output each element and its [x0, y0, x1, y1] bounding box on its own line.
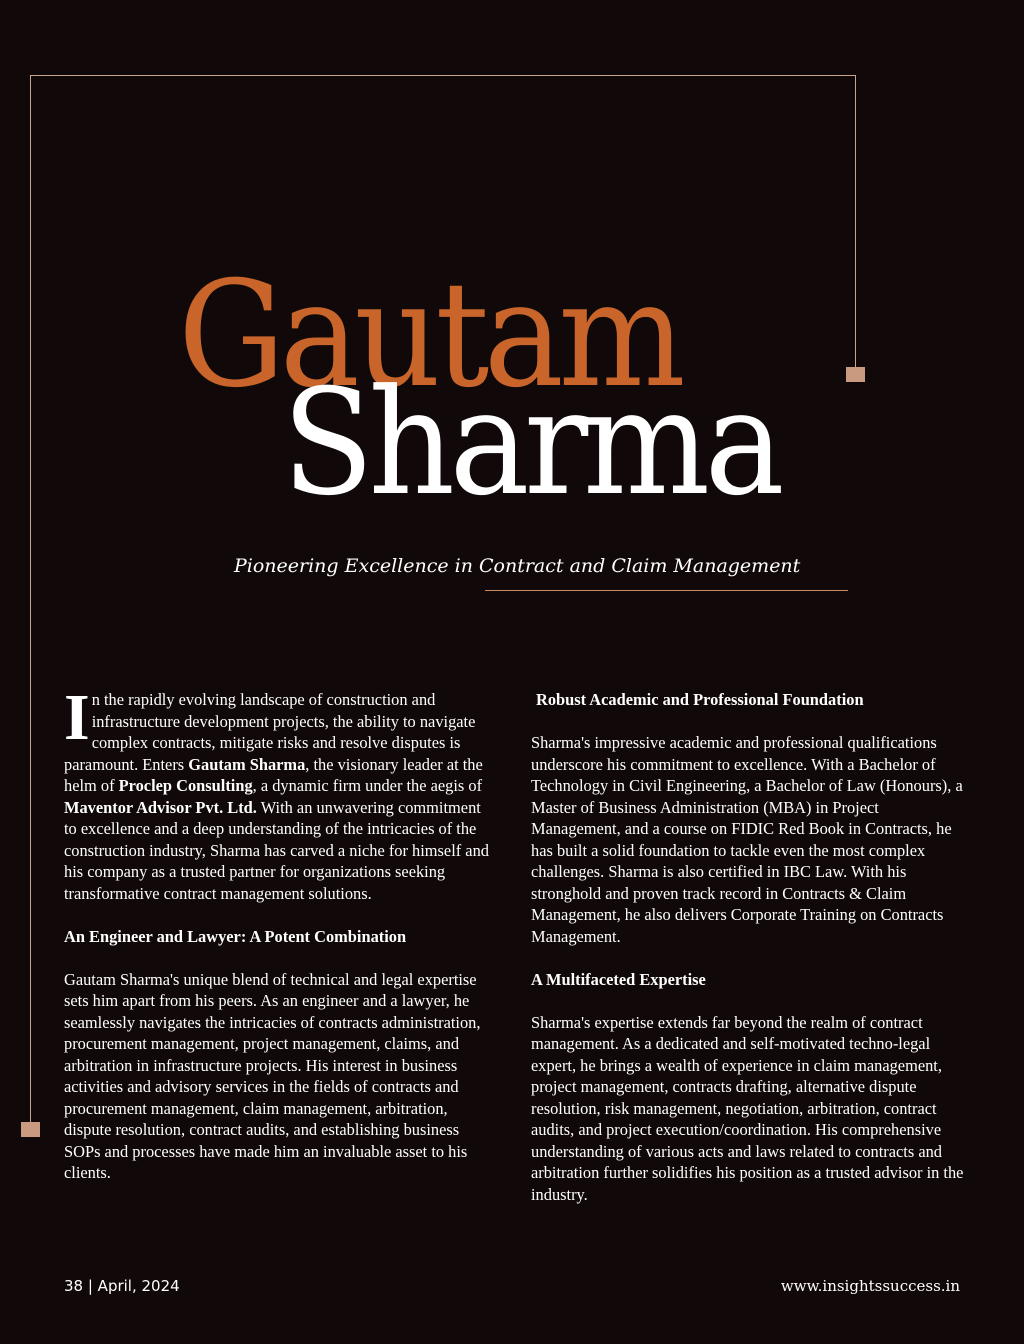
footer-page-info: 38 | April, 2024 — [64, 1277, 180, 1295]
frame-right-line — [855, 75, 856, 367]
intro-bold-name: Gautam Sharma — [188, 754, 306, 774]
frame-corner-square-right — [846, 367, 865, 382]
section-body-engineer-lawyer: Gautam Sharma's unique blend of technical and legal expertise sets him apart from his peers. As an engineer and a lawyer, he seamlessly navigates the intricacies of contracts administration, procurement management, project management, claims, and arbitration in infrastructure projects. His interest in business activities and advisory services in the fields of contracts and procurement management, claim management, arbitration, dispute resolution, contract audits, and establishing business SOPs and processes have made him an invaluable asset to his clients. — [64, 969, 481, 1182]
intro-paragraph — [64, 681, 492, 904]
frame-left-line — [30, 75, 31, 1129]
frame-corner-square-left — [21, 1122, 40, 1137]
left-column — [64, 681, 492, 1205]
section-heading-expertise: A Multifaceted Expertise — [531, 969, 706, 989]
intro-text-4: With an unwavering commitment to excellence and a deep understanding of the intricacies of the construction industry, Sharma has carved a niche for himself and his company as a trusted partner for organizations seeking transformative contract management solutions. — [64, 797, 489, 903]
intro-text-3: , a dynamic firm under the aegis of — [252, 776, 483, 795]
frame-top-line — [30, 75, 856, 76]
title-first-name: Gautam — [178, 250, 681, 420]
intro-bold-parent: Maventor Advisor Pvt. Ltd. — [64, 797, 257, 817]
subtitle-underline — [485, 590, 848, 591]
section-body-academic: Sharma's impressive academic and professional qualifications underscore his commitment to excellence. With a Bachelor of Technology in Civil Engineering, a Bachelor of Law (Honours), a Master of Business Administration (MBA) in Project Management, and a course on FIDIC Red Book in Contracts, he has built a solid foundation to tackle even the most complex challenges. Sharma is also certified in IBC Law. With his stronghold and proven track record in Contracts & Claim Management, he also delivers Corporate Training on Contracts Management. — [531, 733, 963, 946]
intro-text-2: , the visionary leader at the helm of — [64, 754, 483, 795]
drop-cap: I — [64, 681, 90, 754]
section-body-expertise: Sharma's expertise extends far beyond the realm of contract management. As a dedicated and self-motivated techno-legal expert, he brings a wealth of experience in claim management, project management, contracts drafting, alternative dispute resolution, risk management, negotiation, arbitration, contract audits, and project execution/coordination. His comprehensive understanding of various acts and laws related to contracts and arbitration further solidifies his position as a trusted advisor in the industry. — [531, 1012, 964, 1204]
title-last-name: Sharma — [282, 358, 780, 528]
intro-bold-company: Proclep Consulting — [118, 776, 253, 795]
right-column — [531, 689, 965, 1227]
footer-website-link[interactable]: www.insightssuccess.in — [780, 1277, 960, 1295]
section-heading-academic: Robust Academic and Professional Foundation — [536, 690, 864, 709]
article-subtitle: Pioneering Excellence in Contract and Claim Management — [234, 555, 801, 577]
section-heading-engineer-lawyer: An Engineer and Lawyer: A Potent Combination — [64, 926, 407, 946]
intro-text-1: n the rapidly evolving landscape of construction and infrastructure development projects, the ability to navigate complex contracts, mitigate risks and resolve disputes is paramount. Enters — [64, 690, 476, 774]
